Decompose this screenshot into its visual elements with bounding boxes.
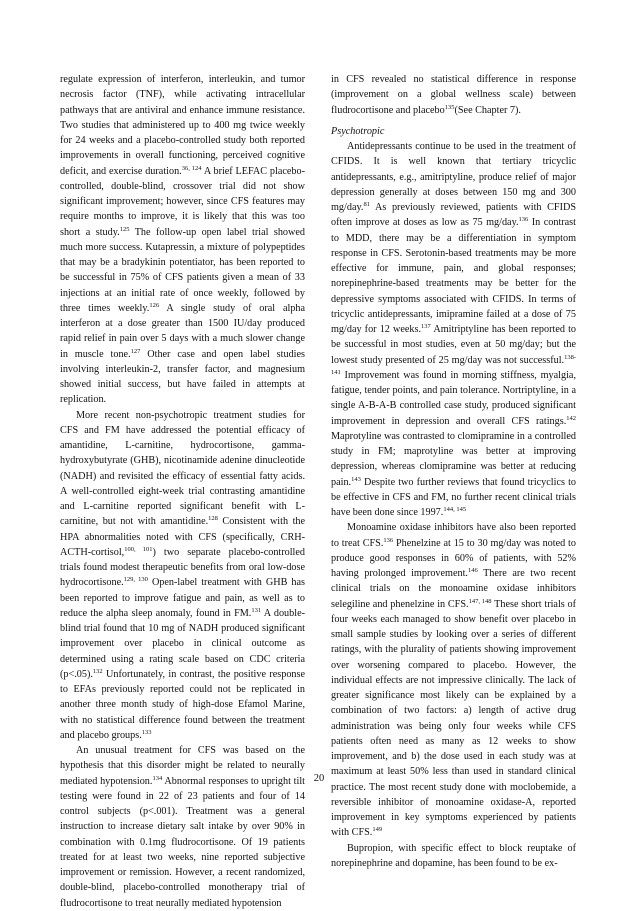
citation-superscript: 135 <box>444 103 455 111</box>
paragraph: in CFS revealed no statistical difference in response (improvement on a global wellness scale) between fludrocortisone and placebo$^{135}$(See Chapter 7). <box>331 74 576 116</box>
citation-superscript: 126 <box>149 301 160 309</box>
citation-superscript: 144, 145 <box>443 506 467 513</box>
citation-superscript: 142 <box>566 414 576 422</box>
citation-superscript: 147, 148 <box>468 597 492 605</box>
citation-superscript: 136 <box>518 216 529 224</box>
citation-superscript: 138-141 <box>331 353 576 376</box>
paragraph: Bupropion, with specific effect to block reuptake of norepinephrine and dopamine, has been found to be ex- <box>331 842 576 869</box>
citation-superscript: 100, 101 <box>124 545 153 553</box>
citation-superscript: 128 <box>208 515 218 523</box>
citation-superscript: 143 <box>351 475 361 483</box>
page-number: 20 <box>313 773 325 784</box>
paragraph: Antidepressants continue to be used in the treatment of CFIDS. It is well known that tertiary tricyclic antidepressants, e.g., amitriptyline, produce relief of major depression generally at doses between 150 mg and 300 mg/day.$^{81}$ As previously reviewed, patients with CFIDS often improve at doses as low as 75 mg/day.$^{136}$ In contrast to MDD, there may be a differentiation in symptom response in CFS. Serotonin-based treatments may be more effective for immune, pain, and global responses; norepinephrine-based treatments may be better for the depressive symptoms associated with CFIDS. In terms of tricyclic antidepressants, imipramine failed at a dose of 75 mg/day for 12 weeks.$^{137}$ Amitriptyline has been reported to be successful in most studies, even at 50 mg/day; but the lowest study presented of 25 mg/day was not successful.$^{138-141}$ Improvement was found in morning stiffness, myalgia, fatigue, tender points, and pain tolerance. Nortriptyline, in a single A-B-A-B controlled case study, produced significant improvement in depression and overall CFS ratings.$^{142}$ Maprotyline was contrasted to clomipramine in a controlled study in FM; maprotyline was better at improving depression, whereas clomipramine was better at reducing pain.$^{143}$ Despite two further reviews that found tricyclics to be effective in CFS and FM, no further recent clinical trials have been done since 1997.$^{144, 145}$ <box>331 141 576 518</box>
paragraph: regulate expression of interferon, interleukin, and tumor necrosis factor (TNF), while activating intracellular pathways that are antiviral and enhance immune resistance. Two studies that administered up to 400 mg twice weekly for 24 weeks and a placebo-controlled study both reported improvements in overall functioning, perceived cognitive deficit, and exercise duration.$^{36, 124}$ A brief LEFAC placebo-controlled, double-blind, crossover trial did not show significant improvement; however, since CFS features may require months to improve, it is likely that this was too short a study.$^{125}$ The follow-up open label trial showed much more success. Kutapressin, a mixture of polypeptides that may be a bradykinin potentiator, has been reported to be successful in 75% of CFS patients given a mean of 33 injections at an initial rate of once weekly, followed by three times weekly.$^{126}$ A single study of oral alpha interferon at a dose greater than 1500 IU/day produced rapid relief in pain over 5 days with a much slower change in muscle tone.$^{127}$ Other case and open label studies involving interleukin-2, transfer factor, and magnesium showed initial success, but have failed in attempts at replication. <box>60 74 306 406</box>
paragraph: More recent non-psychotropic treatment studies for CFS and FM have addressed the potential efficacy of amantidine, L-carnitine, hydrocortisone, gamma-hydroxybutyrate (GHB), nicotinamide adenine dinucleotide (NADH) and revisited the efficacy of essential fatty acids. A well-controlled eight-week trial contrasting amantidine and L-carnitine reported significant benefit with L-carnitine, but not with amantidine.$^{128}$ Consistent with the HPA abnormalities noted with CFS (specifically, CRH-ACTH-cortisol,$^{100, 101}$) two separate placebo-controlled trials found modest therapeutic benefits from oral low-dose hydrocortisone.$^{129, 130}$ Open-label treatment with GHB has been reported to improve fatigue and pain, as well as to reduce the alpha sleep anomaly, found in FM.$^{131}$ A double-blind trial found that 10 mg of NADH produced significant improvement over placebo in clinical outcome as determined using a rating scale based on CDC criteria (p<.05).$^{132}$ Unfortunately, in contrast, the positive response to EFAs previously reported could not be replicated in another three month study of high-dose Efamol Marine, with no statistical difference found between the treatment and placebo groups.$^{133}$ <box>60 409 306 741</box>
paragraph: Monoamine oxidase inhibitors have also been reported to treat CFS.$^{136}$ Phenelzine at 15 to 30 mg/day was noted to produce good responses in 60% of patients, with 52% having prolonged improvement.$^{146}$ There are two recent clinical trials on the monoamine oxidase inhibitors selegiline and phenelzine in CFS.$^{147, 148}$ These short trials of four weeks each managed to show benefit over placebo in small sample studies by looking over a series of different ratings, with the plurality of patients showing improvement over worsening compared to placebo. However, the individual effects are not impressive clinically. The lack of greater significance most likely can be explained by a combination of two factors: a) length of active drug administration was being only four weeks while CFS patients often need as many as 12 weeks to show improvement, and b) the dose used in each study was at maximum at least 50% less than used in standard clinical practice. The most recent study done with moclobemide, a reversible inhibitor of monoamine oxidase-A, reported improvement in key symptoms experienced by patients with CFS.$^{149}$ <box>331 522 577 839</box>
citation-superscript: 136 <box>383 536 394 544</box>
citation-superscript: 81 <box>363 201 370 208</box>
citation-superscript: 134 <box>152 774 163 782</box>
citation-superscript: 132 <box>92 667 103 675</box>
citation-superscript: 137 <box>421 323 431 330</box>
citation-superscript: 146 <box>467 567 478 574</box>
citation-superscript: 149 <box>372 826 383 834</box>
citation-superscript: 131 <box>251 606 262 614</box>
citation-superscript: 133 <box>141 728 152 736</box>
paragraph: An unusual treatment for CFS was based on the hypothesis that this disorder might be related to neurally mediated hypotension.$^{134}$ Abnormal responses to upright tilt testing were found in 22 of 23 patients and four of 14 control subjects (p<.001). Treatment was a general instruction to increase dietary salt intake by over 90% in combination with 0.1mg fludrocortisone. Of 19 patients treated for at least two weeks, nine reported subjective improvement or remission. However, a recent randomized, double-blind, placebo-controlled monotherapy trial of fludrocortisone to treat neurally mediated hypotension <box>60 745 305 909</box>
citation-superscript: 129, 130 <box>123 576 148 584</box>
citation-superscript: 127 <box>130 347 141 355</box>
citation-superscript: 36, 124 <box>181 164 202 172</box>
right-column <box>331 72 576 871</box>
section-heading: Psychotropic <box>331 125 385 137</box>
left-column <box>60 72 305 911</box>
citation-superscript: 125 <box>119 225 130 233</box>
